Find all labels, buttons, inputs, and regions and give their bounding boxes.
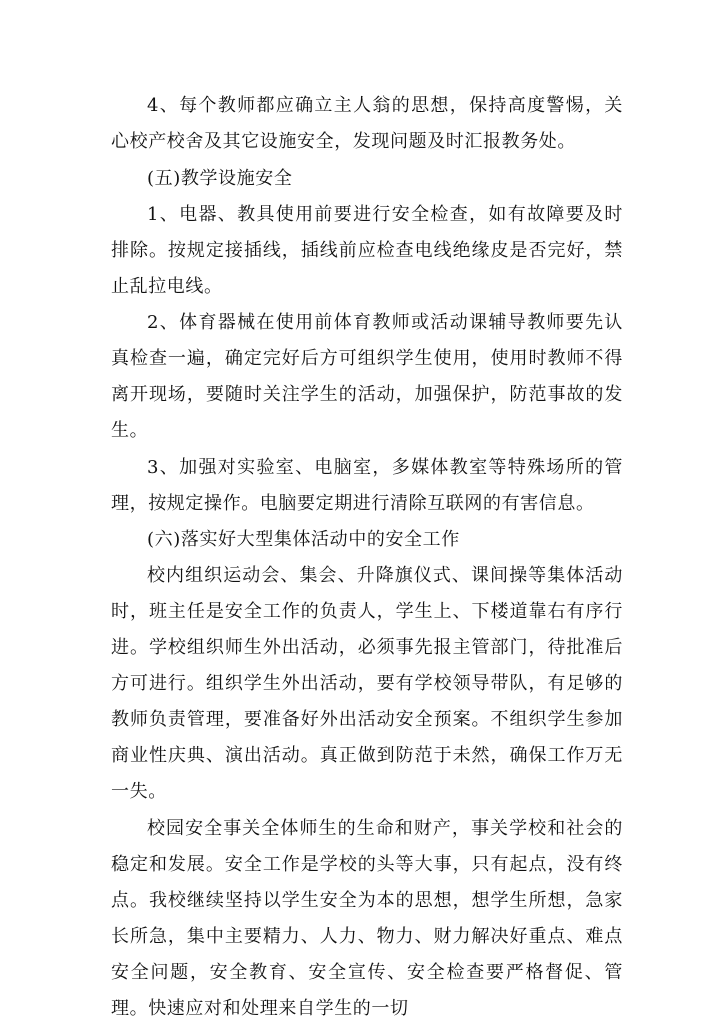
paragraph-item-4: 4、每个教师都应确立主人翁的思想，保持高度警惕，关心校产校舍及其它设施安全，发现问题及时汇报教务处。 — [111, 95, 623, 152]
paragraph-item-2: 2、体育器械在使用前体育教师或活动课辅导教师要先认真检查一遍，确定完好后方可组织学生使用，使用时教师不得离开现场，要随时关注学生的活动，加强保护，防范事故的发生。 — [111, 312, 623, 441]
section-heading-5: (五)教学设施安全 — [147, 167, 293, 189]
paragraph-group-activities: 校内组织运动会、集会、升降旗仪式、课间操等集体活动时，班主任是安全工作的负责人，学生上、下楼道靠右有序行进。学校组织师生外出活动，必须事先报主管部门，待批准后方可进行。组织学生外出活动，要有学校领导带队，有足够的教师负责管理，要准备好外出活动安全预案。不组织学生参加商业性庆典、演出活动。真正做到防范于未然，确保工作万无一失。 — [111, 565, 623, 802]
paragraph-item-3: 3、加强对实验室、电脑室，多媒体教室等特殊场所的管理，按规定操作。电脑要定期进行清除互联网的有害信息。 — [111, 456, 623, 514]
document-body — [111, 88, 623, 1027]
paragraph-campus-safety: 校园安全事关全体师生的生命和财产，事关学校和社会的稳定和发展。安全工作是学校的头等大事，只有起点，没有终点。我校继续坚持以学生安全为本的思想，想学生所想，急家长所急，集中主要精力、人力、物力、财力解决好重点、难点安全问题，安全教育、安全宣传、安全检查要严格督促、管理。快速应对和处理来自学生的一切 — [111, 817, 623, 1019]
section-heading-6: (六)落实好大型集体活动中的安全工作 — [147, 529, 460, 550]
paragraph-item-1: 1、电器、教具使用前要进行安全检查，如有故障要及时排除。按规定接插线，插线前应检查电线绝缘皮是否完好，禁止乱拉电线。 — [111, 203, 623, 297]
